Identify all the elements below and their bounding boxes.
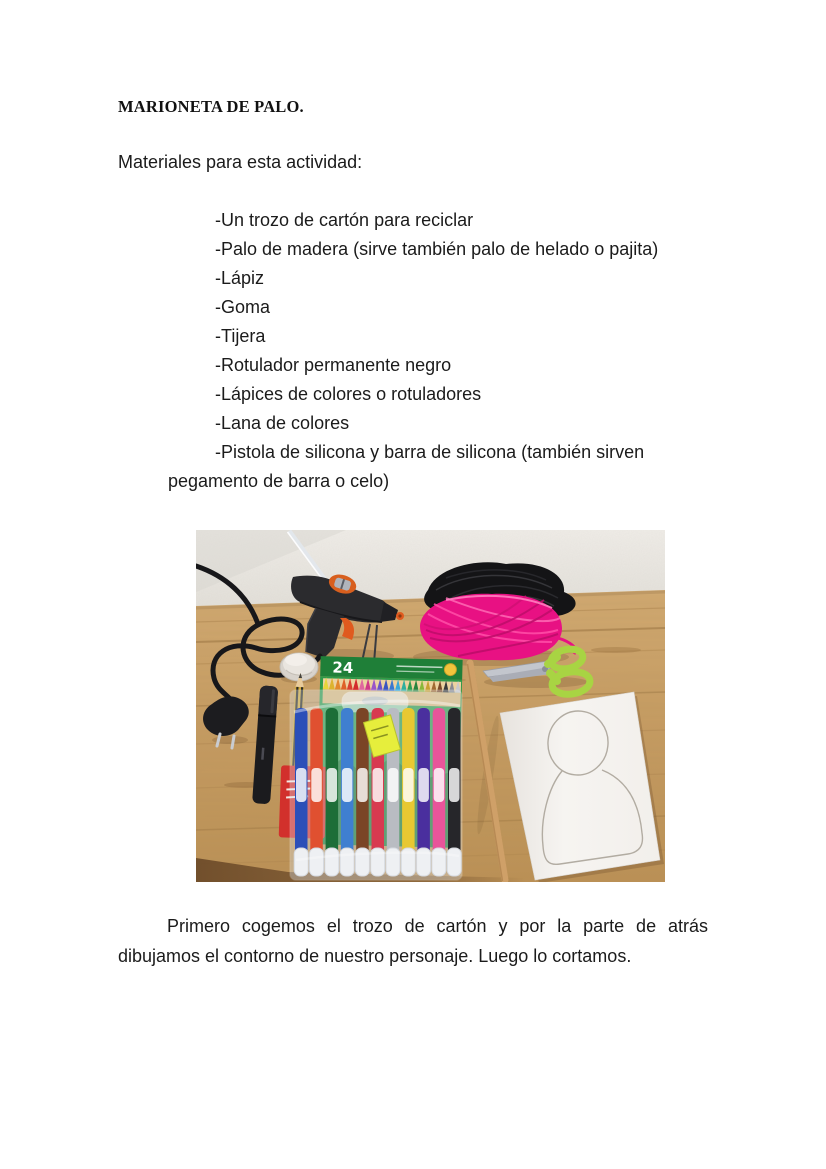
page-title: MARIONETA DE PALO. <box>118 97 304 116</box>
closing-line-2: dibujamos el contorno de nuestro personaje. Luego lo cortamos. <box>118 946 632 966</box>
materials-list <box>118 206 710 496</box>
materials-item: -Palo de madera (sirve también palo de helado o pajita) <box>215 239 659 259</box>
materials-item: -Lápices de colores o rotuladores <box>215 384 482 404</box>
marker-labels <box>296 768 460 802</box>
materials-item-continuation: pegamento de barra o celo) <box>168 471 390 491</box>
markers-blister <box>290 690 462 880</box>
pencil-box-count-label: 24 <box>332 658 354 678</box>
closing-line-1: Primero cogemos el trozo de cartón y por la parte de atrás <box>167 916 708 936</box>
materials-item: -Lana de colores <box>215 413 350 433</box>
materials-item: -Rotulador permanente negro <box>215 355 452 375</box>
tape-roll <box>280 653 318 681</box>
materials-item: -Goma <box>215 297 271 317</box>
materials-item: -Un trozo de cartón para reciclar <box>215 210 474 230</box>
materials-item: -Tijera <box>215 326 266 346</box>
materials-item: -Pistola de silicona y barra de silicona (también sirven <box>215 442 645 462</box>
materials-item: -Lápiz <box>215 268 265 288</box>
closing-paragraph <box>118 911 708 971</box>
materials-photo <box>196 530 665 882</box>
intro-text: Materiales para esta actividad: <box>118 152 363 172</box>
